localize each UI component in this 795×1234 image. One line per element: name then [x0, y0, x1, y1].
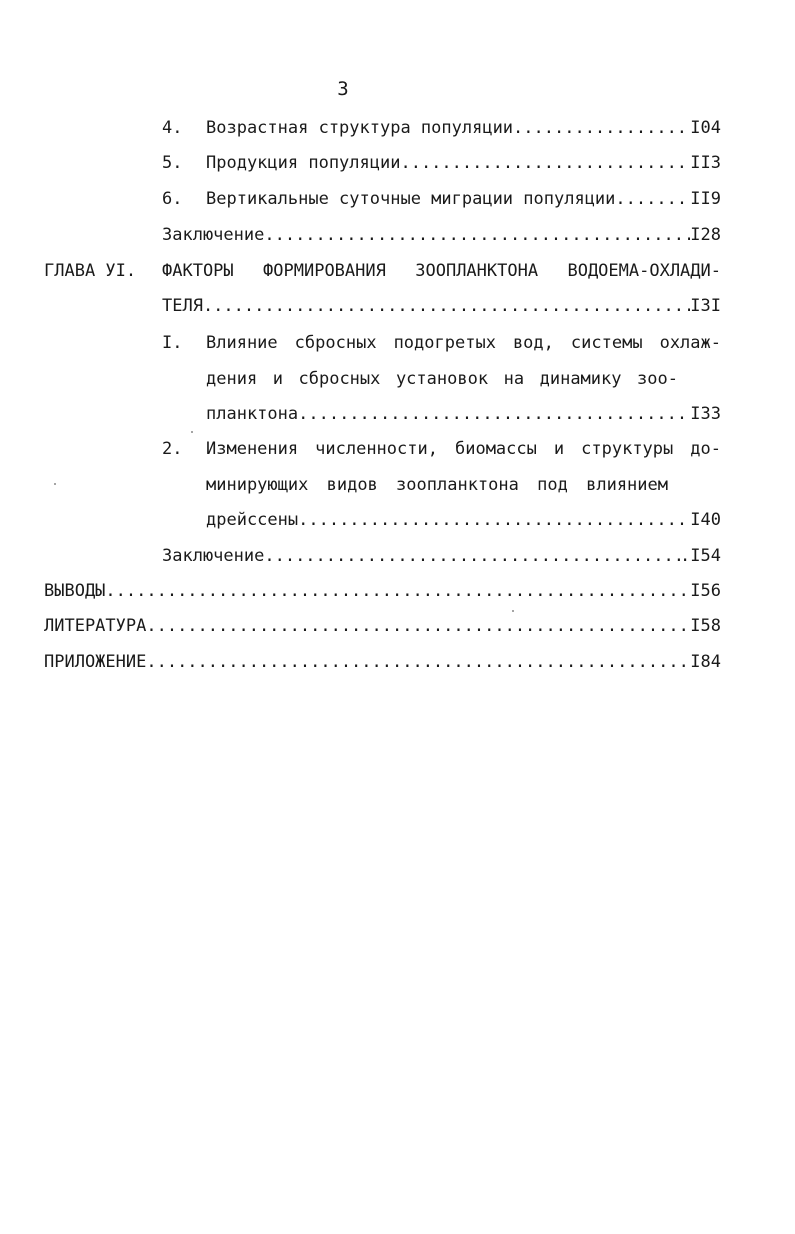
section-2-title-line-3: дрейссены: [206, 510, 299, 530]
toc-entry-chapter-6: [162, 294, 721, 318]
section-2-title-line-2: минирующих видов зоопланктона под влиянием: [206, 475, 668, 495]
chapter-6-page: I3I: [690, 296, 721, 316]
section-1-title-line-1: Влияние сбросных подогретых вод, системы охлаж-: [206, 333, 721, 353]
toc-entry-chapter-5-conclusion: [162, 223, 721, 247]
section-1-number: I.: [162, 333, 183, 353]
chapter-6-conclusion-title: Заключение: [162, 546, 265, 566]
leader-dots: [615, 187, 690, 211]
section-1-title-line-3: планктона: [206, 404, 299, 424]
scan-speck: [54, 483, 56, 485]
page-number: 3: [337, 78, 349, 100]
chapter-6-title-line-1: ФАКТОРЫ ФОРМИРОВАНИЯ ЗООПЛАНКТОНА ВОДОЕМА-ОХЛАДИ-: [162, 261, 721, 281]
leader-dots: [264, 223, 690, 247]
section-4-number: 4.: [162, 118, 183, 138]
leader-dots: [105, 579, 690, 603]
section-6-number: 6.: [162, 189, 183, 209]
leader-dots: [146, 650, 690, 674]
toc-entry-appendix: [44, 650, 721, 674]
section-4-title: Возрастная структура популяции: [206, 118, 514, 138]
leader-dots: [513, 116, 690, 140]
appendix-page: I84: [690, 652, 721, 672]
chapter-6-title-line-2: ТЕЛЯ..: [162, 296, 224, 316]
toc-entry-literature: [44, 614, 721, 638]
toc-entry-section-2: [206, 508, 721, 532]
toc-entry-section-5: [206, 151, 721, 175]
conclusions-page: I56: [690, 581, 721, 601]
section-2-page: I40: [690, 510, 721, 530]
toc-entry-section-1: [206, 402, 721, 426]
toc-entry-section-4: [206, 116, 721, 140]
section-5-title: Продукция популяции: [206, 153, 401, 173]
chapter-5-conclusion-title: Заключение: [162, 225, 265, 245]
section-4-page: I04: [690, 118, 721, 138]
section-6-page: II9: [690, 189, 721, 209]
section-1-page: I33: [690, 404, 721, 424]
literature-title: ЛИТЕРАТУРА: [44, 616, 147, 636]
chapter-6-label: ГЛАВА УI.: [44, 261, 137, 281]
appendix-title: ПРИЛОЖЕНИЕ: [44, 652, 147, 672]
section-2-title-line-1: Изменения численности, биомассы и структуры до-: [206, 439, 721, 459]
chapter-5-conclusion-page: I28: [690, 225, 721, 245]
section-5-number: 5.: [162, 153, 183, 173]
toc-entry-chapter-6-conclusion: [162, 544, 721, 568]
section-6-title: Вертикальные суточные миграции популяции: [206, 189, 616, 209]
section-5-page: II3: [690, 153, 721, 173]
literature-page: I58: [690, 616, 721, 636]
leader-dots: [146, 614, 690, 638]
conclusions-title: ВЫВОДЫ: [44, 581, 106, 601]
leader-dots: [223, 294, 690, 318]
leader-dots: [298, 402, 690, 426]
scan-speck: [191, 431, 193, 433]
leader-dots: [298, 508, 690, 532]
chapter-6-conclusion-page: .I54: [680, 546, 721, 566]
scan-speck: [512, 610, 514, 612]
toc-entry-conclusions: [44, 579, 721, 603]
section-1-title-line-2: дения и сбросных установок на динамику зоо-: [206, 369, 678, 389]
toc-entry-section-6: [206, 187, 721, 211]
leader-dots: [264, 544, 680, 568]
leader-dots: [400, 151, 690, 175]
section-2-number: 2.: [162, 439, 183, 459]
